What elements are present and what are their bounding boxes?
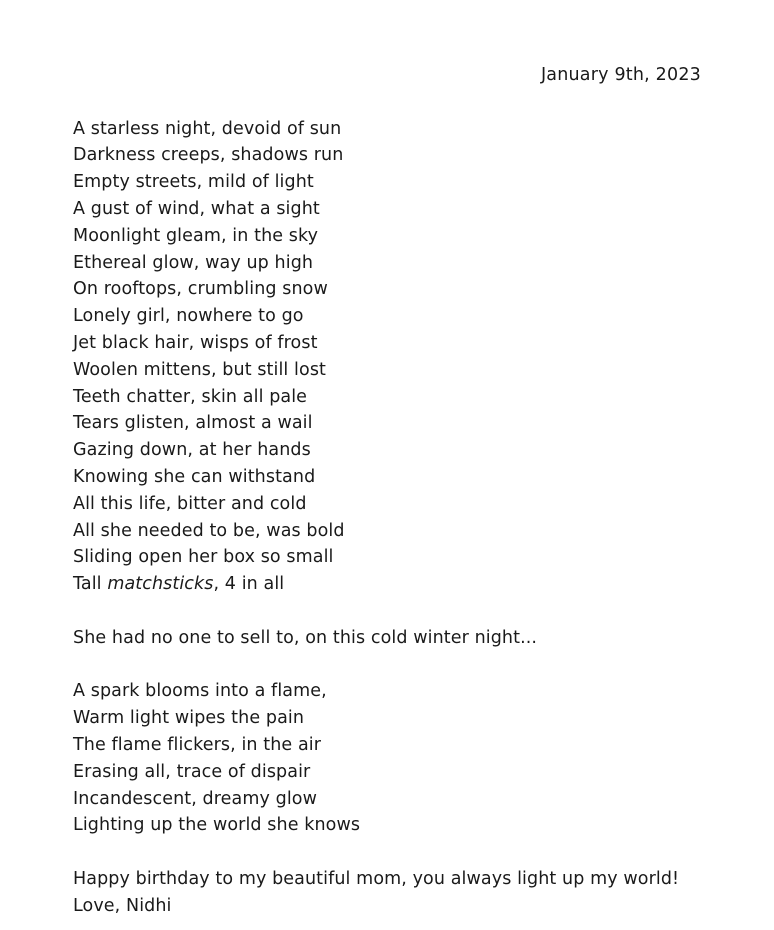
poem-line: All this life, bitter and cold bbox=[73, 493, 307, 514]
matchstick-emphasis: matchsticks bbox=[107, 574, 214, 595]
signature: Love, Nidhi bbox=[73, 895, 172, 916]
stanza-break bbox=[73, 839, 701, 866]
poem-line: Gazing down, at her hands bbox=[73, 440, 311, 461]
document-date: January 9th, 2023 bbox=[540, 65, 701, 85]
matchstick-prefix: Tall bbox=[73, 574, 108, 595]
poem-line: Sliding open her box so small bbox=[73, 547, 334, 568]
poem-line: Incandescent, dreamy glow bbox=[73, 788, 318, 809]
stanza-break bbox=[73, 652, 701, 679]
document-body bbox=[73, 62, 701, 920]
poem-line: Lighting up the world she knows bbox=[73, 815, 361, 836]
poem-line: Teeth chatter, skin all pale bbox=[73, 386, 308, 407]
stanza-three bbox=[73, 678, 701, 839]
poem-line: Warm light wipes the pain bbox=[73, 708, 305, 729]
poem-line: Woolen mittens, but still lost bbox=[73, 359, 327, 380]
date-spacer bbox=[73, 89, 701, 116]
birthday-message: Happy birthday to my beautiful mom, you always light up my world! bbox=[73, 868, 680, 889]
poem-line: Knowing she can withstand bbox=[73, 466, 316, 487]
poem-line: Jet black hair, wisps of frost bbox=[73, 332, 318, 353]
poem-line: Lonely girl, nowhere to go bbox=[73, 306, 304, 327]
poem-line: A spark blooms into a flame, bbox=[73, 681, 327, 702]
stanza-two bbox=[73, 625, 701, 652]
matchstick-suffix: , 4 in all bbox=[213, 574, 285, 595]
poem-line: Ethereal glow, way up high bbox=[73, 252, 314, 273]
poem-line: Darkness creeps, shadows run bbox=[73, 145, 344, 166]
poem-line: Moonlight gleam, in the sky bbox=[73, 225, 319, 246]
poem-line: All she needed to be, was bold bbox=[73, 520, 345, 541]
poem-line: A gust of wind, what a sight bbox=[73, 198, 320, 219]
poem-line: A starless night, devoid of sun bbox=[73, 118, 342, 139]
poem-line: On rooftops, crumbling snow bbox=[73, 279, 328, 300]
poem-line: The flame flickers, in the air bbox=[73, 734, 322, 755]
stanza-four-closing bbox=[73, 866, 701, 920]
poem-line-matchsticks bbox=[73, 571, 701, 598]
poem-line: She had no one to sell to, on this cold winter night... bbox=[73, 627, 538, 648]
poem-line: Erasing all, trace of dispair bbox=[73, 761, 311, 782]
poem-line: Empty streets, mild of light bbox=[73, 172, 314, 193]
stanza-one bbox=[73, 116, 701, 598]
stanza-break bbox=[73, 598, 701, 625]
poem-line: Tears glisten, almost a wail bbox=[73, 413, 313, 434]
